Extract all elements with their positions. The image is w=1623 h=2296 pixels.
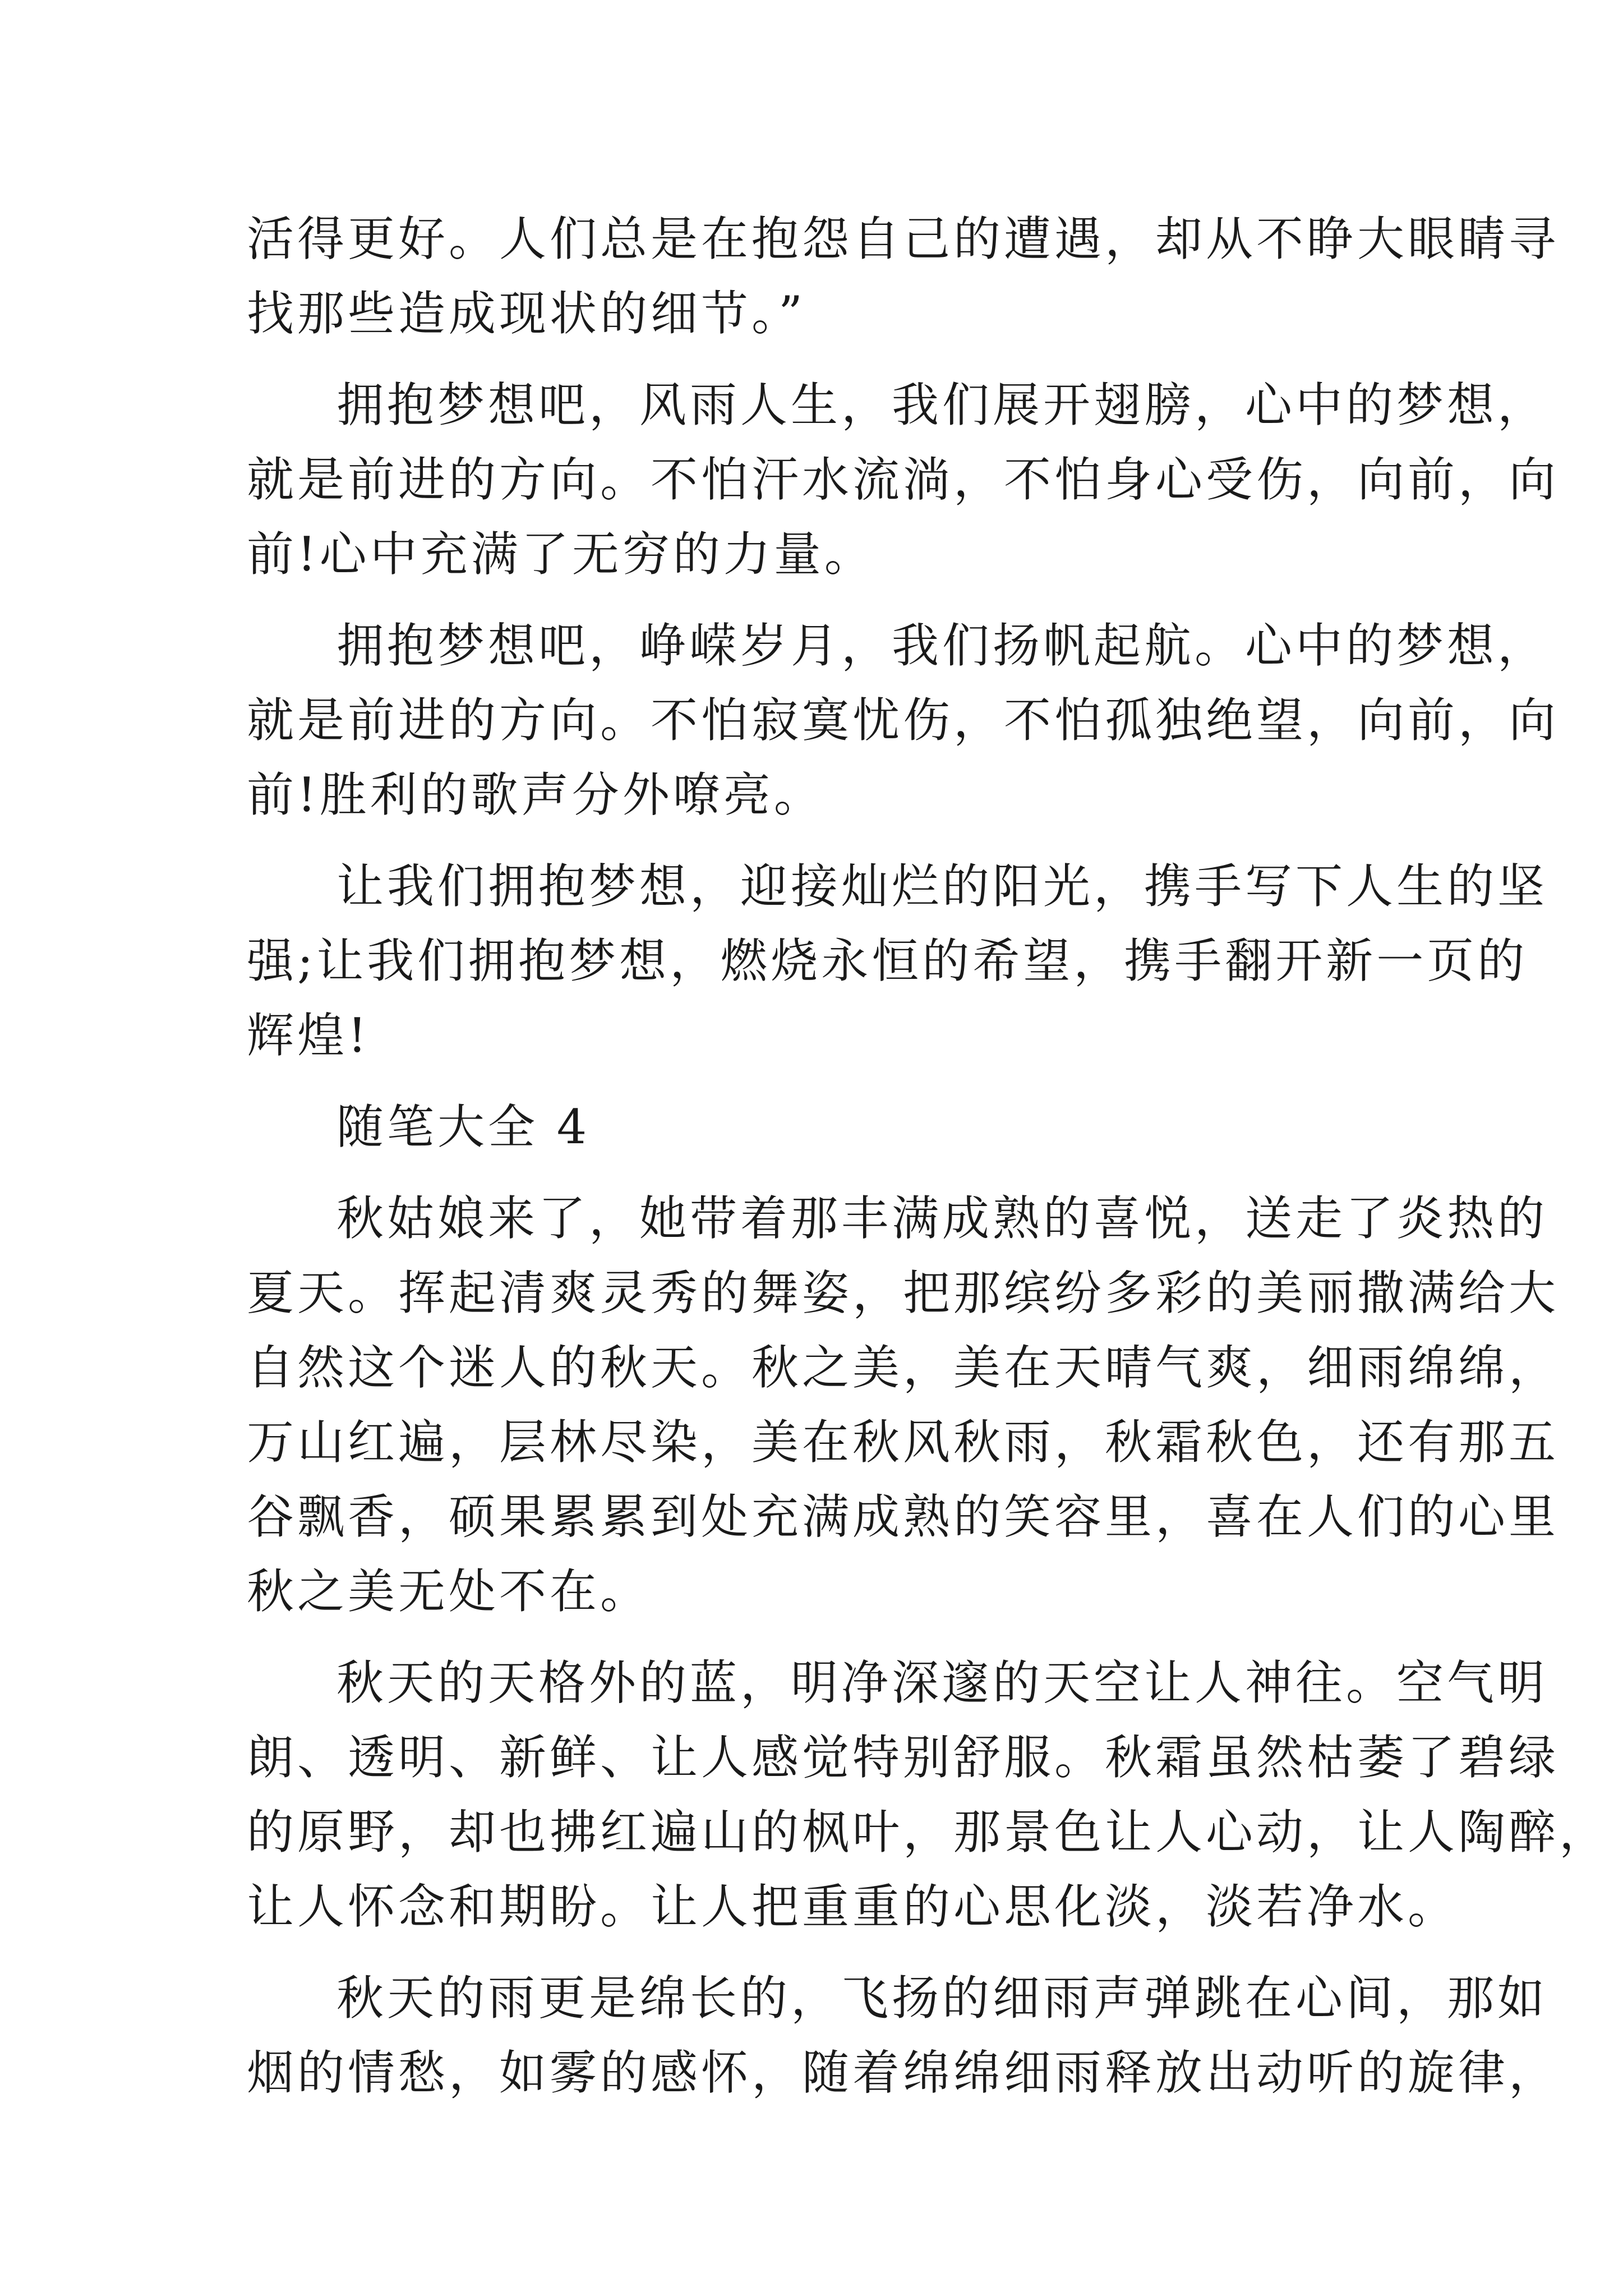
text-line: 夏天。挥起清爽灵秀的舞姿，把那缤纷多彩的美丽撒满给大 <box>247 1266 1560 1320</box>
text-line: 朗、透明、新鲜、让人感觉特别舒服。秋霜虽然枯萎了碧绿 <box>247 1730 1560 1785</box>
section-heading: 随笔大全 4 <box>336 1099 591 1154</box>
paragraph-start-line: 拥抱梦想吧，峥嵘岁月，我们扬帆起航。心中的梦想， <box>336 618 1548 673</box>
text-line: 让人怀念和期盼。让人把重重的心思化淡，淡若净水。 <box>247 1879 1459 1934</box>
paragraph-start-line: 秋天的雨更是绵长的，飞扬的细雨声弹跳在心间，那如 <box>336 1971 1548 2026</box>
text-line: 就是前进的方向。不怕汗水流淌，不怕身心受伤，向前，向 <box>247 452 1560 507</box>
text-line: 谷飘香，硕果累累到处充满成熟的笑容里，喜在人们的心里 <box>247 1489 1560 1544</box>
paragraph-start-line: 拥抱梦想吧，风雨人生，我们展开翅膀，心中的梦想， <box>336 378 1548 432</box>
text-line: 自然这个迷人的秋天。秋之美，美在天晴气爽，细雨绵绵， <box>247 1340 1560 1395</box>
text-line: 强;让我们拥抱梦想，燃烧永恒的希望，携手翻开新一页的 <box>247 933 1528 988</box>
document-body <box>247 202 1610 2110</box>
paragraph-start-line: 秋天的天格外的蓝，明净深邃的天空让人神往。空气明 <box>336 1655 1548 1710</box>
text-line: 就是前进的方向。不怕寂寞忧伤，不怕孤独绝望，向前，向 <box>247 693 1560 748</box>
text-line: 前!心中充满了无穷的力量。 <box>247 527 875 582</box>
paragraph-start-line: 让我们拥抱梦想，迎接灿烂的阳光，携手写下人生的坚 <box>336 859 1548 914</box>
text-line: 辉煌! <box>247 1008 370 1063</box>
text-line: 的原野，却也拂红遍山的枫叶，那景色让人心动，让人陶醉， <box>247 1805 1610 1860</box>
paragraph-start-line: 秋姑娘来了，她带着那丰满成熟的喜悦，送走了炎热的 <box>336 1191 1548 1246</box>
text-line: 烟的情愁，如雾的感怀，随着绵绵细雨释放出动听的旋律， <box>247 2045 1560 2100</box>
text-line: 前!胜利的歌声分外嘹亮。 <box>247 767 824 822</box>
text-line: 秋之美无处不在。 <box>247 1564 651 1619</box>
text-line: 找那些造成现状的细节。” <box>247 286 806 341</box>
text-line: 活得更好。人们总是在抱怨自己的遭遇，却从不睁大眼睛寻 <box>247 211 1560 266</box>
text-line: 万山红遍，层林尽染，美在秋风秋雨，秋霜秋色，还有那五 <box>247 1415 1560 1470</box>
